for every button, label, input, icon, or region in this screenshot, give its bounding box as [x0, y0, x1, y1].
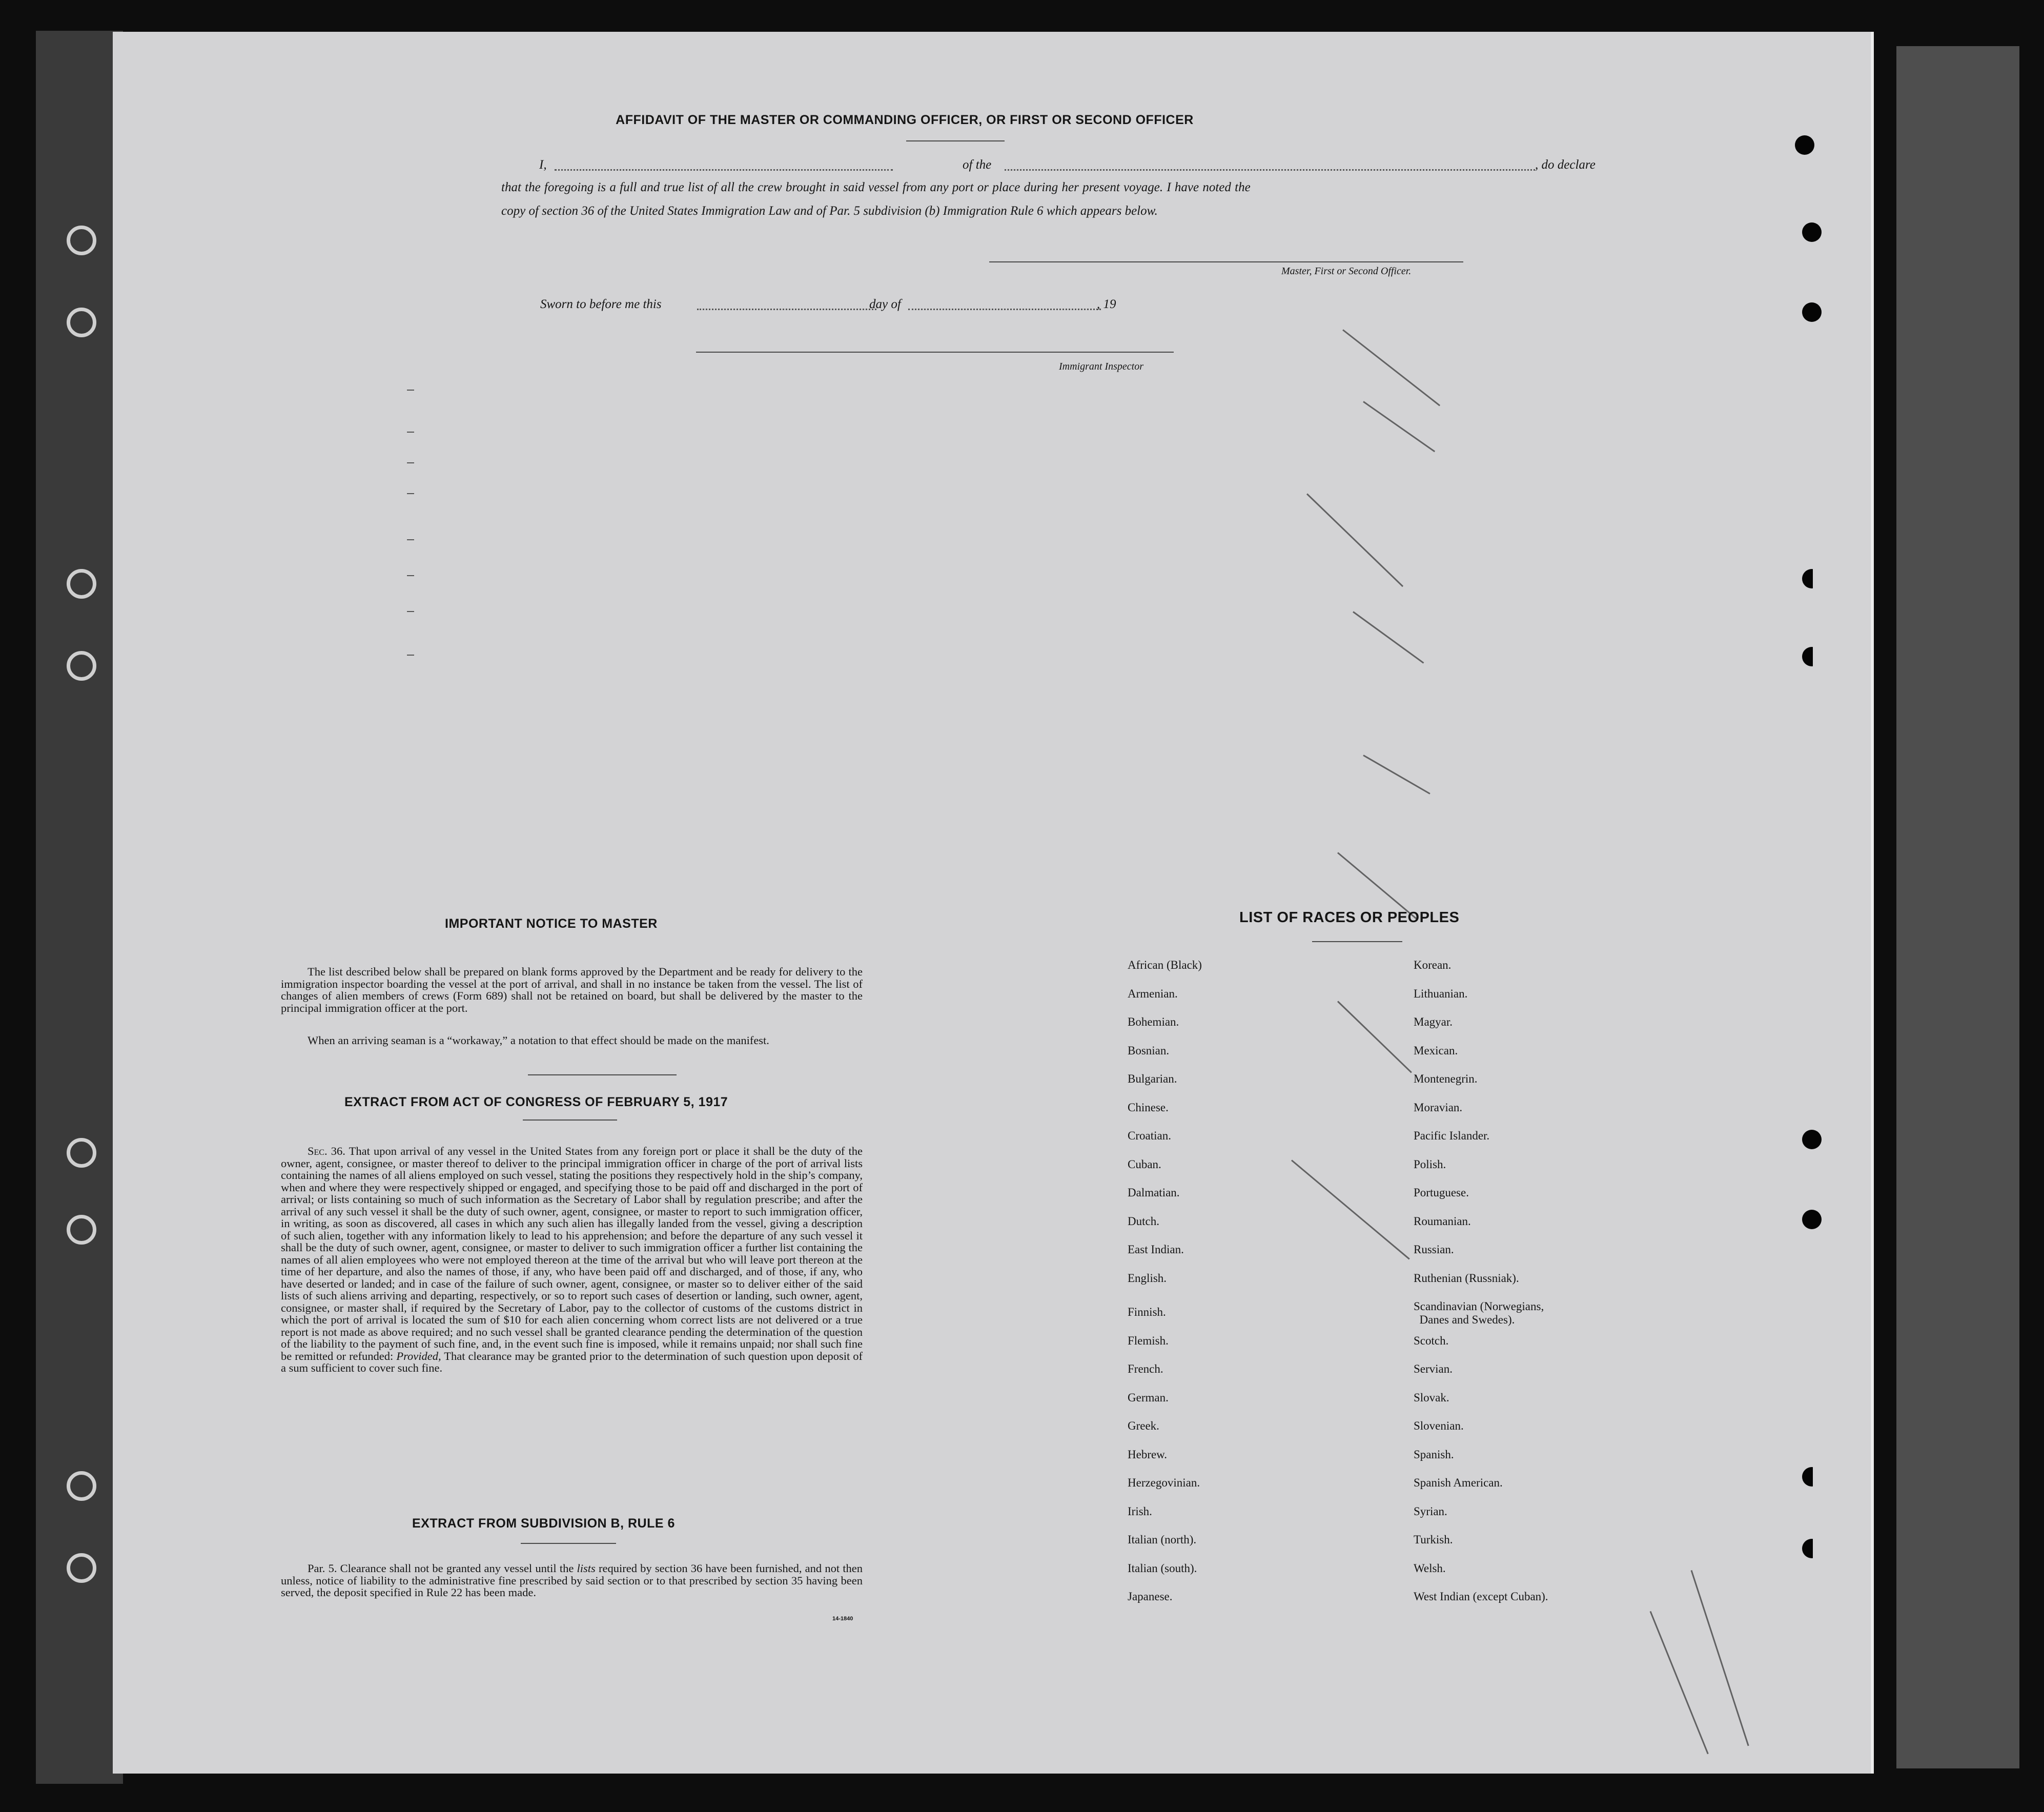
act-section-36 — [281, 1145, 863, 1374]
race-item: Servian. — [1414, 1362, 1453, 1375]
margin-dash — [407, 539, 414, 540]
race-item: Herzegovinian. — [1128, 1476, 1200, 1489]
race-item: Ruthenian (Russniak). — [1414, 1272, 1519, 1285]
race-item: Roumanian. — [1414, 1215, 1471, 1228]
race-item: Korean. — [1414, 959, 1452, 971]
race-item: Slovenian. — [1414, 1419, 1464, 1432]
race-item: German. — [1128, 1391, 1169, 1404]
race-item: Portuguese. — [1414, 1186, 1469, 1199]
notice-title: IMPORTANT NOTICE TO MASTER — [445, 917, 658, 931]
inspector-caption: Immigrant Inspector — [1059, 361, 1143, 372]
binder-ring — [67, 1138, 96, 1168]
affidavit-title-rule — [906, 140, 1005, 141]
inspector-signature-line[interactable] — [696, 352, 1174, 353]
race-item: Scotch. — [1414, 1334, 1449, 1347]
race-item: Japanese. — [1128, 1590, 1173, 1603]
margin-dash — [407, 390, 414, 391]
punch-hole — [1802, 1130, 1822, 1149]
races-title: LIST OF RACES OR PEOPLES — [1239, 909, 1460, 926]
race-item: Magyar. — [1414, 1015, 1453, 1028]
race-item: Finnish. — [1128, 1306, 1166, 1318]
rule6-paragraph — [281, 1562, 863, 1599]
race-item: Croatian. — [1128, 1129, 1171, 1142]
race-item: Slovak. — [1414, 1391, 1449, 1404]
punch-hole — [1802, 569, 1822, 588]
act-section-label: Sec. 36. — [308, 1145, 345, 1157]
binder-ring — [67, 1471, 96, 1501]
act-title-rule — [523, 1119, 617, 1121]
punch-hole — [1802, 1539, 1822, 1558]
pencil-mark — [1363, 401, 1435, 452]
race-item: Dalmatian. — [1128, 1186, 1180, 1199]
punch-hole — [1802, 302, 1822, 322]
pencil-mark — [1650, 1611, 1709, 1754]
sworn-day-of: day of — [869, 297, 901, 311]
races-title-rule — [1312, 941, 1402, 942]
punch-hole — [1802, 1210, 1822, 1229]
punch-hole — [1802, 1467, 1822, 1487]
race-item: Dutch. — [1128, 1215, 1159, 1228]
race-item: Armenian. — [1128, 987, 1178, 1000]
race-item: Bosnian. — [1128, 1044, 1170, 1057]
pencil-mark — [1306, 493, 1403, 587]
pencil-mark — [1353, 611, 1424, 663]
race-item: East Indian. — [1128, 1243, 1184, 1256]
race-item: Spanish. — [1414, 1448, 1454, 1461]
race-item: Bohemian. — [1128, 1015, 1179, 1028]
binder-ring — [67, 569, 96, 599]
rule6-par-after: required by section 36 have been furnished, and not then unless, notice of liability to the administrative fine prescribed by said section or to that prescribed by section 35 having been served, the deposit specified in Rule 22 has been made. — [281, 1562, 863, 1599]
punch-hole — [1802, 222, 1822, 242]
binder-ring — [67, 226, 96, 255]
race-item: African (Black) — [1128, 959, 1202, 971]
act-title: EXTRACT FROM ACT OF CONGRESS OF FEBRUARY 5, 1917 — [344, 1095, 728, 1109]
race-item: Hebrew. — [1128, 1448, 1168, 1461]
rule6-par-before: Par. 5. Clearance shall not be granted any vessel until the — [308, 1562, 574, 1575]
document-page — [113, 32, 1874, 1774]
race-item: Italian (south). — [1128, 1562, 1197, 1575]
affidavit-name-blank[interactable] — [555, 169, 893, 171]
margin-dash — [407, 432, 414, 433]
binder-ring — [67, 1553, 96, 1583]
pencil-mark — [1363, 755, 1430, 795]
race-item: Irish. — [1128, 1505, 1152, 1518]
race-item: Flemish. — [1128, 1334, 1169, 1347]
sworn-prefix: Sworn to before me this — [540, 297, 662, 311]
race-item: Italian (north). — [1128, 1533, 1197, 1546]
sworn-month-blank[interactable] — [908, 309, 1101, 310]
rule6-title-rule — [521, 1543, 616, 1544]
binder-ring — [67, 1215, 96, 1245]
race-item: Polish. — [1414, 1158, 1446, 1171]
rule6-title: EXTRACT FROM SUBDIVISION B, RULE 6 — [412, 1516, 675, 1531]
affidavit-line-3: copy of section 36 of the United States Immigration Law and of Par. 5 subdivision (b) Immigration Rule 6 which appears below. — [501, 204, 1158, 218]
affidavit-line-2: that the foregoing is a full and true list of all the crew brought in said vessel from any port or place during her present voyage. I have noted the — [501, 180, 1251, 194]
pencil-mark — [1342, 329, 1440, 406]
race-item: Chinese. — [1128, 1101, 1169, 1114]
race-item: Montenegrin. — [1414, 1072, 1478, 1085]
affidavit-title: AFFIDAVIT OF THE MASTER OR COMMANDING OFFICER, OR FIRST OR SECOND OFFICER — [616, 113, 1194, 127]
affidavit-do-declare: , do declare — [1535, 158, 1596, 172]
margin-dash — [407, 655, 414, 656]
pencil-mark — [1291, 1159, 1410, 1259]
act-provided-label: Provided, — [396, 1349, 441, 1362]
sworn-year: , 19 — [1097, 297, 1116, 311]
race-item: Scandinavian (Norwegians, Danes and Swedes). — [1414, 1300, 1544, 1326]
pencil-mark — [1691, 1570, 1749, 1746]
race-item: Greek. — [1128, 1419, 1159, 1432]
affidavit-vessel-blank[interactable] — [1005, 169, 1535, 171]
pencil-mark — [1337, 1001, 1412, 1073]
race-item: Turkish. — [1414, 1533, 1453, 1546]
master-signature-line[interactable] — [989, 261, 1463, 262]
act-provided-text: That clearance may be granted prior to the determination of such question upon deposit of a sum sufficient to cover such fine. — [281, 1349, 863, 1374]
act-section-text: That upon arrival of any vessel in the United States from any foreign port or place it shall be the duty of the owner, agent, consignee, or master thereof to deliver to the principal immigration officer in charge of the port of arrival lists containing the names of all aliens employed on such vessel, stating the positions they respectively hold in the ship’s company, when and where they were respectively shipped or engaged, and specifying those to be paid off and discharged in the port of arrival; or lists containing so much of such information as the Secretary of Labor shall by regulation prescribe; and after the arrival of any such vessel it shall be the duty of such owner, agent, consignee, or master to report to such immigration officer, in writing, as soon as discovered, all cases in which any such alien has illegally landed from the vessel, giving a description of such alien, together with any information likely to lead to his apprehension; and before the departure of any such vessel it shall be the duty of such owner, agent, consignee, or master to deliver to such immigration officer a further list containing the names of all alien employees who were not employed thereon at the time of the arrival but who will leave port thereon at the time of her departure, and also the names of those, if any, who have been paid off and discharged, and of those, if any, who have deserted or landed; and in case of the failure of such owner, agent, consignee, or master so to deliver either of the said lists of such aliens arriving and departing, respectively, or so to report such cases of desertion or landing, such owner, agent, consignee, or master shall, if required by the Secretary of Labor, pay to the collector of customs of the customs district in which the port of arrival is located the sum of $10 for each alien concerning whom correct lists are not delivered or a true report is not made as above required; and no such vessel shall be granted clearance pending the determination of the question of the liability to the payment of such fine, and, in the event such fine is imposed, while it remains unpaid; nor shall such fine be remitted or refunded: — [281, 1145, 863, 1362]
punch-hole — [1795, 135, 1814, 155]
race-item: French. — [1128, 1362, 1163, 1375]
margin-dash — [407, 611, 414, 612]
punch-hole — [1802, 647, 1822, 666]
notice-rule — [528, 1074, 677, 1075]
race-item: Bulgarian. — [1128, 1072, 1177, 1085]
binder-ring — [67, 651, 96, 681]
race-item: Lithuanian. — [1414, 987, 1468, 1000]
sworn-day-blank[interactable] — [697, 309, 876, 310]
master-signature-caption: Master, First or Second Officer. — [1281, 266, 1412, 277]
race-item: Cuban. — [1128, 1158, 1161, 1171]
race-item: West Indian (except Cuban). — [1414, 1590, 1548, 1603]
race-item: Welsh. — [1414, 1562, 1446, 1575]
race-item: Pacific Islander. — [1414, 1129, 1490, 1142]
notice-para-1: The list described below shall be prepared on blank forms approved by the Department and be ready for delivery to the immigration inspector boarding the vessel at the port of arrival, and shall in no instance be taken from the vessel. The list of changes of alien members of crews (Form 689) shall not be retained on board, but shall be delivered by the master to the principal immigration officer at the port. — [281, 965, 863, 1014]
margin-dash — [407, 493, 414, 494]
binder-ring — [67, 308, 96, 337]
underlying-page-edge — [1896, 46, 2019, 1768]
binder-strip — [36, 31, 123, 1784]
form-number: 14-1840 — [832, 1616, 853, 1622]
race-item: Mexican. — [1414, 1044, 1458, 1057]
affidavit-of-the: of the — [963, 158, 992, 172]
notice-para-2: When an arriving seaman is a “workaway,” a notation to that effect should be made on the manifest. — [308, 1034, 769, 1047]
rule6-par-lists: lists — [577, 1562, 596, 1575]
race-item: Syrian. — [1414, 1505, 1447, 1518]
margin-dash — [407, 462, 414, 463]
race-item: English. — [1128, 1272, 1167, 1285]
race-item: Spanish American. — [1414, 1476, 1503, 1489]
race-item: Russian. — [1414, 1243, 1454, 1256]
affidavit-i: I, — [539, 158, 547, 172]
race-item: Moravian. — [1414, 1101, 1463, 1114]
margin-dash — [407, 575, 414, 576]
